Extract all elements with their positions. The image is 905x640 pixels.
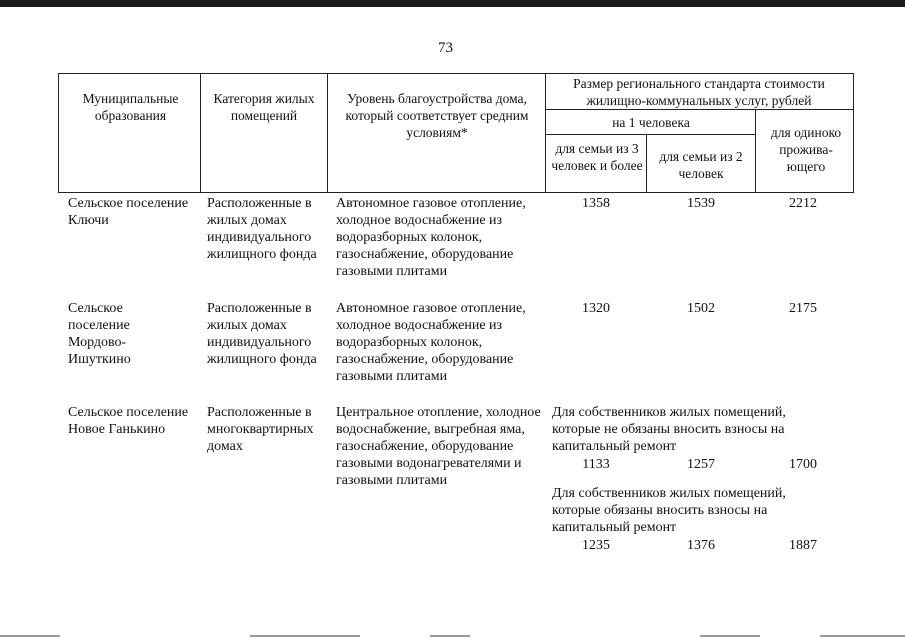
value-single: 2175 [789,301,817,316]
scan-artifact-line [250,635,360,637]
header-single: для одиноко прожива-ющего [770,125,842,174]
header-family-3: для семьи из 3 человек и более [551,141,643,173]
value-single: 1700 [789,457,817,472]
note-no-capital-repair: Для собственников жилых помещений, которые не обязаны вносить взносы на капитальный ремонт [552,405,786,454]
header-per-person: на 1 человека [612,115,690,130]
value-family-2: 1539 [687,196,715,211]
value-family-2: 1502 [687,301,715,316]
page-number: 73 [438,40,453,56]
row-municipality: Сельское поселение Ключи [68,196,189,228]
scan-artifact-line [700,635,760,637]
value-family-2: 1376 [687,538,715,553]
header-family-2: для семьи из 2 человек [659,149,743,181]
row-municipality: Сельское поселение Мордово-Ишуткино [68,301,131,367]
value-family-3: 1358 [582,196,610,211]
scan-artifact-line [0,635,60,637]
table-header [58,73,854,193]
header-improvement: Уровень благоустройства дома, который соответствует средним условиям* [345,91,529,140]
header-municipality: Муниципальные образования [82,91,179,123]
value-single: 1887 [789,538,817,553]
value-family-3: 1235 [582,538,610,553]
row-category: Расположенные в жилых домах индивидуального жилищного фонда [207,196,317,262]
top-border-bar [0,0,905,7]
header-category: Категория жилых помещений [213,91,315,123]
value-family-2: 1257 [687,457,715,472]
header-group-title: Размер регионального стандарта стоимости жилищно-коммунальных услуг, рублей [573,76,825,108]
value-family-3: 1133 [582,457,610,472]
scan-artifact-line [430,635,470,637]
value-single: 2212 [789,196,817,211]
row-improvement: Автономное газовое отопление, холодное водоснабжение из водоразборных колонок, газоснабжение, оборудование газовыми плитами [336,301,526,384]
row-improvement: Автономное газовое отопление, холодное водоснабжение из водоразборных колонок, газоснабжение, оборудование газовыми плитами [336,196,526,279]
note-capital-repair: Для собственников жилых помещений, которые обязаны вносить взносы на капитальный ремонт [552,486,786,535]
row-improvement: Центральное отопление, холодное водоснабжение, выгребная яма, газоснабжение, оборудование газовыми водонагревателями и газовыми плитами [336,405,541,488]
row-municipality: Сельское поселение Новое Ганькино [68,405,189,437]
scan-artifact-line [820,635,905,637]
value-family-3: 1320 [582,301,610,316]
row-category: Расположенные в жилых домах индивидуального жилищного фонда [207,301,317,367]
row-category: Расположенные в многоквартирных домах [207,405,314,454]
